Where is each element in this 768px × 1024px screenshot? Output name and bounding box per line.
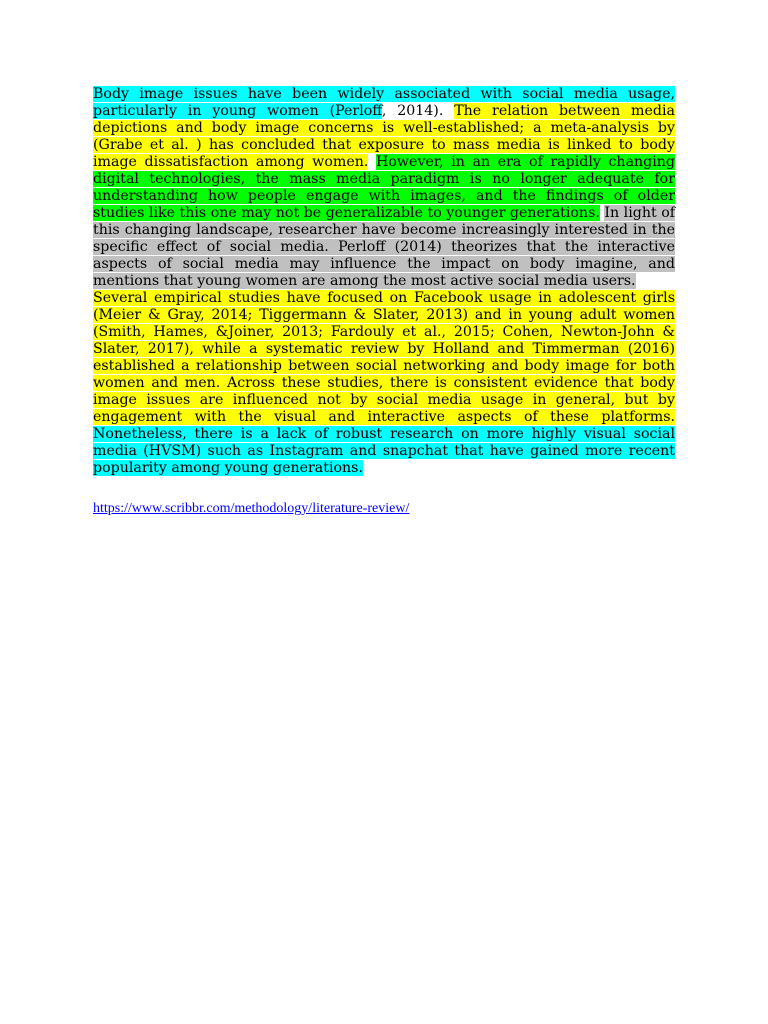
plain-text: , 2014). — [381, 103, 455, 119]
document-page — [93, 86, 675, 517]
plain-text — [368, 154, 376, 170]
highlighted-text-cyan: Nonetheless, there is a lack of robust research on more highly visual social media (HVSM) such as Instagram and snapchat that have gained more recent popularity among young generations. — [93, 426, 675, 476]
highlighted-text-gray: In light of this changing landscape, researcher have become increasingly interested in the specific effect of social media. Perloff (2014) theorizes that the interactive aspects of social media may influence the impact on body imagine, and mentions that young women are among the most active social media users. — [93, 205, 675, 289]
highlighted-text-green: However, in an era of rapidly changing digital technologies, the mass media paradigm is no longer adequate for understanding how people engage with images, and the findings of older studies like this one may not be generalizable to younger generations. — [93, 154, 676, 221]
paragraph-2 — [93, 290, 675, 477]
highlighted-text-yellow: Several empirical studies have focused on Facebook usage in adolescent girls (Meier & Gray, 2014; Tiggermann & Slater, 2013) and in young adult women (Smith, Hames, &Joiner, 2013; Fardouly et al., 2015; Cohen, Newton-John & Slater, 2017), while a systematic review by Holland and Timmerman (2016) established a relationship between social networking and body image for both women and men. Across these studies, there is consistent evidence that body image issues are influenced not by social media usage in general, but by engagement with the visual and interactive aspects of these platforms. — [93, 290, 675, 425]
highlighted-text-yellow: The relation between media depictions and body image concerns is well-established; a meta-analysis by (Grabe et al. ) has concluded that exposure to mass media is linked to body image dissatisfaction among women. — [93, 103, 675, 170]
paragraph-1 — [93, 86, 675, 290]
reference-link[interactable]: https://www.scribbr.com/methodology/literature-review/ — [93, 501, 410, 516]
highlighted-text-cyan: Body image issues have been widely associated with social media usage, particularly in young women (Perloff — [93, 86, 675, 119]
